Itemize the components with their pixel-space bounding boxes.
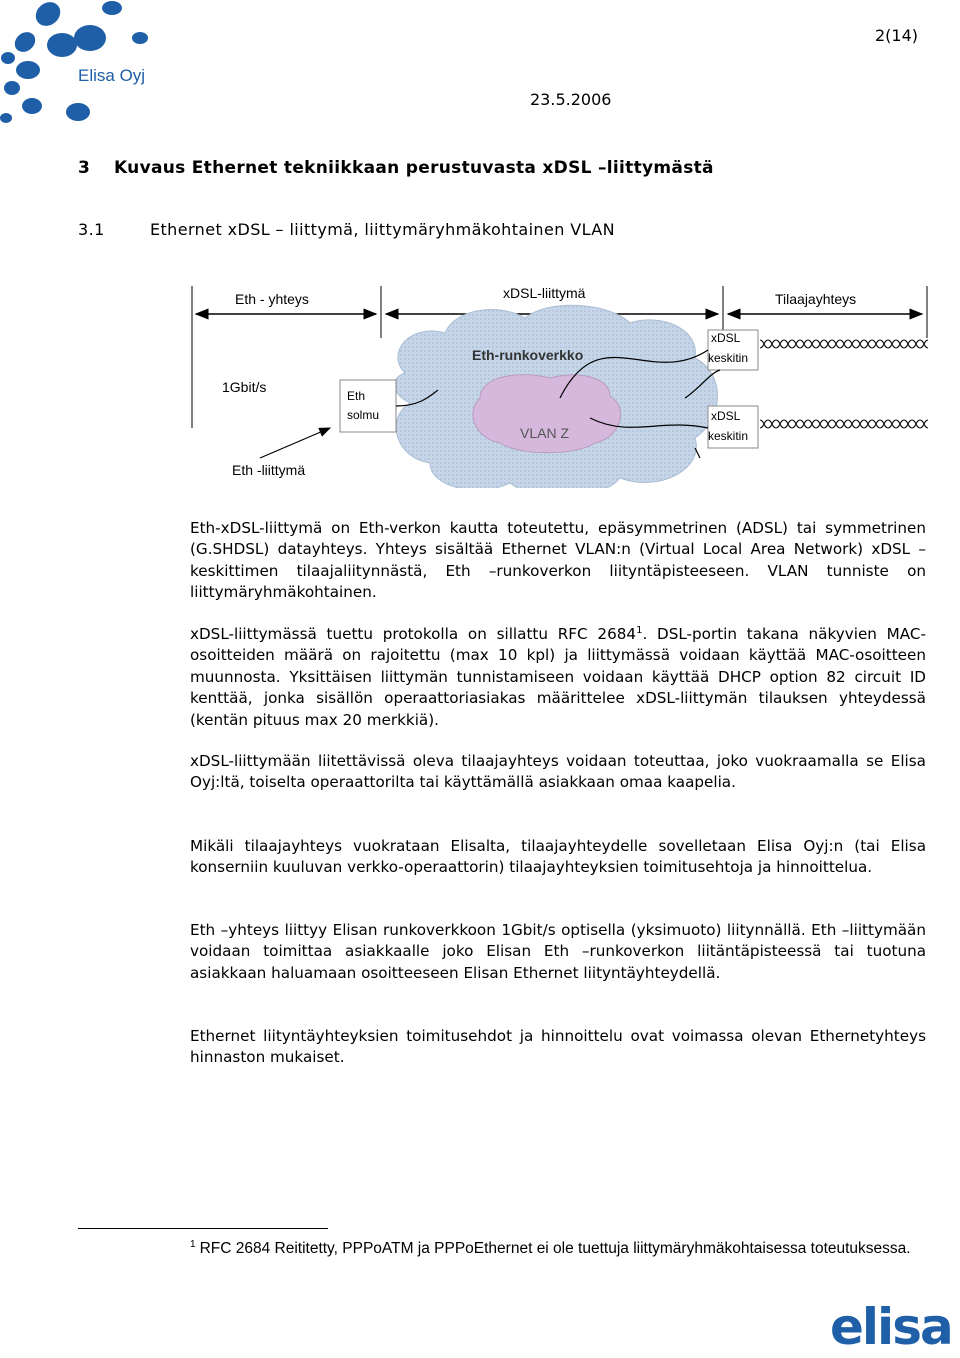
paragraph-3: [190, 751, 926, 794]
section-number: 3: [78, 158, 91, 178]
paragraph-4-text: Mikäli tilaajayhteys vuokrataan Elisalta, tilaajayhteydelle sovelletaan Elisa Oyj:n (tai Elisa konserniin kuuluvan verkko-operaattorin) tilaajayhteyksien toimitusehtoja ja hinnoittelua.: [190, 837, 926, 877]
footnote-text: RFC 2684 Reititetty, PPPoATM ja PPPoEthernet ei ole tuettuja liittymäryhmäkohtaisessa toteutuksessa.: [199, 1240, 911, 1257]
footnote-mark: 1: [190, 1238, 196, 1250]
keskitin-label-1: keskitin: [708, 351, 749, 365]
section-heading: [78, 158, 714, 178]
tilaajayhteys-label: Tilaajayhteys: [775, 291, 857, 307]
page-number: 2(14): [874, 26, 918, 45]
paragraph-4: [190, 836, 926, 879]
eth-solmu-label-2: solmu: [347, 408, 380, 422]
subsection-number: 3.1: [78, 220, 105, 239]
paragraph-3-text: xDSL-liittymään liitettävissä oleva tilaajayhteys voidaan toteuttaa, joko vuokraamalla se Elisa Oyj:ltä, toiselta operaattorilta tai käyttämällä asiakkaan omaa kaapelia.: [190, 752, 926, 792]
paragraph-5-text: Eth –yhteys liittyy Elisan runkoverkkoon 1Gbit/s optisella (yksimuoto) liitynnällä. Eth –liittymään voidaan toimittaa asiakkaalle joko Elisan Eth –runkoverkon liitäntäpisteessä tai tuotuna asiakkaan haluamaan osoitteeseen Elisan Ethernet liityntäyhteydellä.: [190, 921, 926, 982]
runkoverkko-label: Eth-runkoverkko: [472, 347, 584, 363]
xdsl-label-2: xDSL: [711, 409, 741, 423]
paragraph-2-text-a: xDSL-liittymässä tuettu protokolla on sillattu RFC 2684: [190, 625, 637, 643]
paragraph-5: [190, 920, 926, 984]
footnote-reference[interactable]: 1: [636, 624, 643, 636]
paragraph-2-text: [190, 624, 926, 731]
paragraph-6: [190, 1026, 926, 1069]
paragraph-2-text-b: . DSL-portin takana näkyvien MAC-osoitteiden määrä on rajoitettu (max 10 kpl) ja liittymässä voidaan käyttää MAC-osoitteen muunnosta. Yksittäisen liittymän tunnistamiseen voidaan käyttää DHCP option 82 circuit ID kenttää, jonka sisällön operaattoriasiakas määrittelee xDSL-liittymän tilauksen yhteydessä (kentän pituus max 20 merkkiä).: [190, 625, 926, 729]
paragraph-1: [190, 518, 926, 604]
logo-text: elisa: [830, 1298, 952, 1352]
xdsl-label-1: xDSL: [711, 331, 741, 345]
tilaajayhteys-twisted-pair-1: [760, 340, 928, 348]
gbit-arrow: [260, 428, 330, 458]
company-name: Elisa Oyj: [78, 66, 146, 85]
keskitin-label-2: keskitin: [708, 429, 749, 443]
gbit-label: 1Gbit/s: [222, 379, 267, 395]
subsection-heading: [78, 220, 615, 239]
eth-yhteys-label: Eth - yhteys: [235, 291, 309, 307]
vlan-z-area: [473, 375, 621, 453]
paragraph-2: [190, 624, 926, 731]
document-date: 23.5.2006: [530, 90, 612, 109]
paragraph-1-text: Eth-xDSL-liittymä on Eth-verkon kautta toteutettu, epäsymmetrinen (ADSL) tai symmetrinen (G.SHDSL) datayhteys. Yhteys sisältää Ethernet VLAN:n (Virtual Local Area Network) xDSL –keskittimen tilaajaliitynnästä, Eth –runkoverkon liityntäpisteeseen. VLAN tunniste on liittymäryhmäkohtainen.: [190, 519, 926, 602]
network-diagram: [180, 278, 940, 488]
section-title: Kuvaus Ethernet tekniikkaan perustuvasta xDSL –liittymästä: [114, 158, 714, 178]
footnote: [190, 1238, 926, 1259]
tilaajayhteys-twisted-pair-2: [760, 420, 928, 428]
footnote-divider: [78, 1228, 328, 1229]
eth-liittyma-label: Eth -liittymä: [232, 462, 306, 478]
eth-solmu-label-1: Eth: [347, 389, 366, 403]
vlan-label: VLAN Z: [520, 425, 570, 441]
paragraph-6-text: Ethernet liityntäyhteyksien toimitusehdot ja hinnoittelu ovat voimassa olevan Ethernetyhteys hinnaston mukaiset.: [190, 1027, 926, 1067]
xdsl-liittyma-label: xDSL-liittymä: [503, 285, 586, 301]
eth-solmu-box: [340, 380, 396, 432]
elisa-logo: [828, 1292, 954, 1352]
subsection-title: Ethernet xDSL – liittymä, liittymäryhmäkohtainen VLAN: [150, 220, 615, 239]
